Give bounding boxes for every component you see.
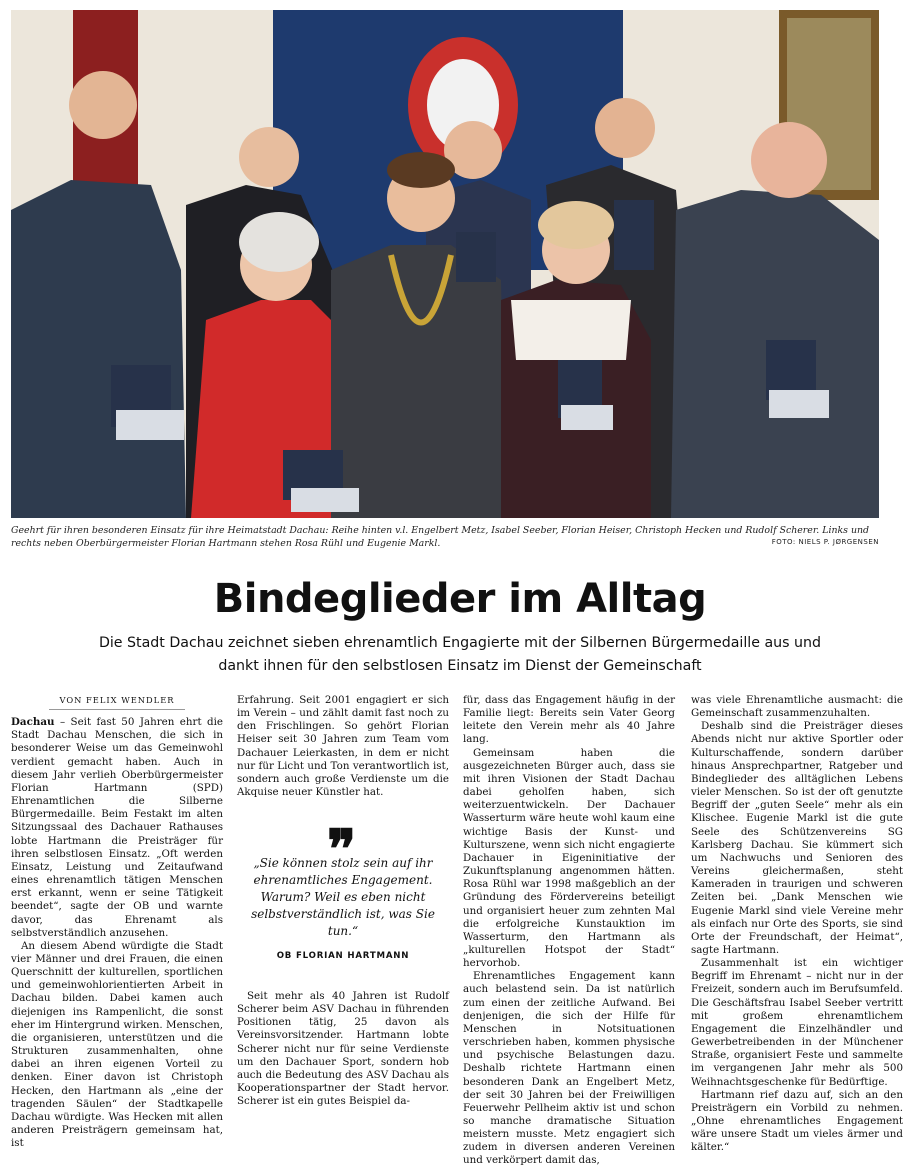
dateline: Dachau xyxy=(11,716,55,729)
photo-credit: FOTO: NIELS P. JØRGENSEN xyxy=(771,538,879,546)
article-paragraph: Ehrenamtliches Engagement kann auch belastend sein. Da ist natürlich zum einen der zeitliche Aufwand. Bei denjenigen, die sich der Hilfe für Menschen in Notsituationen verschrieben haben, kommen physische und psychische Belastungen dazu. Deshalb richtete Hartmann einen besonderen Dank an Engelbert Metz, der seit 30 Jahren bei der Freiwilligen Feuerwehr Pellheim aktiv ist und schon so manche dramatische Situation meistern musste. Metz engagiert sich zudem in diversen anderen Vereinen und verkörpert damit das, xyxy=(463,970,675,1167)
article-paragraph: Deshalb sind die Preisträger dieses Abends nicht nur aktive Sportler oder Kulturschaffende, sondern darüber hinaus Ansprechpartner, Ratgeber und Bindeglieder des alltäglichen Lebens vieler Menschen. So ist der oft genutzte Begriff der „guten Seele“ mehr als ein Klischee. Eugenie Markl ist die gute Seele des Schützenvereins SG Karlsberg Dachau. Sie kümmert sich um Nachwuchs und Senioren des Vereins gleichermaßen, steht Kameraden in traurigen und schweren Zeiten bei. „Dank Menschen wie Eugenie Markl sind viele Vereine mehr als einfach nur Orte des Sports, sie sind Orte der Freundschaft, der Heimat“, sagte Hartmann. xyxy=(691,720,903,956)
pull-quote: „Sie können stolz sein auf ihr ehrenamtliches Engagement. Warum? Weil es eben nicht selbstverständlich ist, was Sie tun.“ xyxy=(251,856,435,938)
article-column-3 xyxy=(463,694,675,1168)
article-paragraph: Dachau – Seit fast 50 Jahren ehrt die Stadt Dachau Menschen, die sich in besonderer Weise um das Gemeinwohl verdient gemacht haben. Auch in diesem Jahr verlieh Oberbürgermeister Florian Hartmann (SPD) Ehrenamtlichen die Silberne Bürgermedaille. Beim Festakt im alten Sitzungssaal des Dachauer Rathauses lobte Hartmann die Preisträger für ihren selbstlosen Einsatz. „Oft werden Einsatz, Leistung und Zeitaufwand eines ehrenamtlich tätigen Menschen erst erkannt, wenn er seine Tätigkeit beendet“, sagte der OB und warnte davor, das Ehrenamt als selbstverständlich anzusehen. xyxy=(11,716,223,939)
quote-mark-icon: ❞ xyxy=(327,817,357,881)
article-headline: Bindeglieder im Alltag xyxy=(213,576,707,622)
article-column-1 xyxy=(11,694,223,1150)
article-column-2-bottom xyxy=(237,990,449,1108)
article-paragraph: Gemeinsam haben die ausgezeichneten Bürger auch, dass sie mit ihren Visionen der Stadt Dachau dabei geholfen haben, sich weiterzuentwickeln. Der Dachauer Wasserturm wäre heute wohl kaum eine wichtige Basis der Kunst- und Kulturszene, wenn sich nicht engagierte Dachauer in Eigeninitiative der Zukunftsplanung angenommen hätten. Rosa Rühl war 1998 maßgeblich an der Gründung des Fördervereins beteiligt und organisiert heuer zum zehnten Mal die erfolgreiche Kunstauktion im Wasserturm, den Hartmann als „kulturellen Hotspot der Stadt“ hervorhob. xyxy=(463,746,675,970)
group-photo-illustration xyxy=(11,10,879,518)
article-paragraph: was viele Ehrenamtliche ausmacht: die Gemeinschaft zusammenzuhalten. xyxy=(691,694,903,720)
article-subheadline: Die Stadt Dachau zeichnet sieben ehrenamtlich Engagierte mit der Silbernen Bürgermedaille aus und dankt ihnen für den selbstlosen Einsatz im Dienst der Gemeinschaft xyxy=(98,635,822,674)
article-paragraph: Seit mehr als 40 Jahren ist Rudolf Scherer beim ASV Dachau in führenden Positionen tätig, 25 davon als Vereinsvorsitzender. Hartmann lobte Scherer nicht nur für seine Verdienste um den Dachauer Sport, sondern hob auch die Bedeutung des ASV Dachau als Kooperationspartner der Stadt hervor. Scherer ist ein gutes Beispiel da- xyxy=(237,990,449,1108)
article-column-2-top xyxy=(237,694,449,799)
pull-quote-source: OB FLORIAN HARTMANN xyxy=(276,951,410,961)
article-column-4 xyxy=(691,694,903,1154)
article-paragraph: für, dass das Engagement häufig in der Familie liegt: Bereits sein Vater Georg leitete den Verein mehr als 40 Jahre lang. xyxy=(463,694,675,746)
article-paragraph: Zusammenhalt ist ein wichtiger Begriff im Ehrenamt – nicht nur in der Freizeit, sondern auch im Berufsumfeld. Die Geschäftsfrau Isabel Seeber vertritt mit großem ehrenamtlichem Engagement die Einzelhändler und Gewerbetreibenden in der Münchener Straße, organisiert Feste und sammelte im vergangenen Jahr mehr als 500 Weihnachtsgeschenke für Bedürftige. xyxy=(691,957,903,1088)
article-paragraph: Erfahrung. Seit 2001 engagiert er sich im Verein – und zählt damit fast noch zu den Frischlingen. So gehört Florian Heiser seit 30 Jahren zum Team vom Dachauer Leierkasten, in dem er nicht nur für Licht und Ton verantwortlich ist, sondern auch große Verdienste um die Akquise neuer Künstler hat. xyxy=(237,694,449,799)
group-photo xyxy=(11,10,879,518)
article-paragraph: Hartmann rief dazu auf, sich an den Preisträgern ein Vorbild zu nehmen. „Ohne ehrenamtliches Engagement wäre unsere Stadt um vieles ärmer und kälter.“ xyxy=(691,1088,903,1154)
photo-caption: Geehrt für ihren besonderen Einsatz für ihre Heimatstadt Dachau: Reihe hinten v.l. Engelbert Metz, Isabel Seeber, Florian Heiser, Christoph Hecken und Rudolf Scherer. Links und rechts neben Oberbürgermeister Florian Hartmann stehen Rosa Rühl und Eugenie Markl. xyxy=(11,525,870,549)
byline: VON FELIX WENDLER xyxy=(49,694,185,710)
article-paragraph: An diesem Abend würdigte die Stadt vier Männer und drei Frauen, die einen Querschnitt der kulturellen, sportlichen und gemeinwohlorientierten Arbeit in Dachau bilden. Dabei kamen auch diejenigen ins Rampenlicht, die sonst eher im Hintergrund wirken. Menschen, die organisieren, unterstützen und die Strukturen zusammenhalten, ohne dabei an ihren eigenen Vorteil zu denken. Einer davon ist Christoph Hecken, den Hartmann als „eine der tragenden Säulen“ der Stadtkapelle Dachau würdigte. Was Hecken mit allen anderen Preisträgern gemeinsam hat, ist xyxy=(11,939,223,1150)
